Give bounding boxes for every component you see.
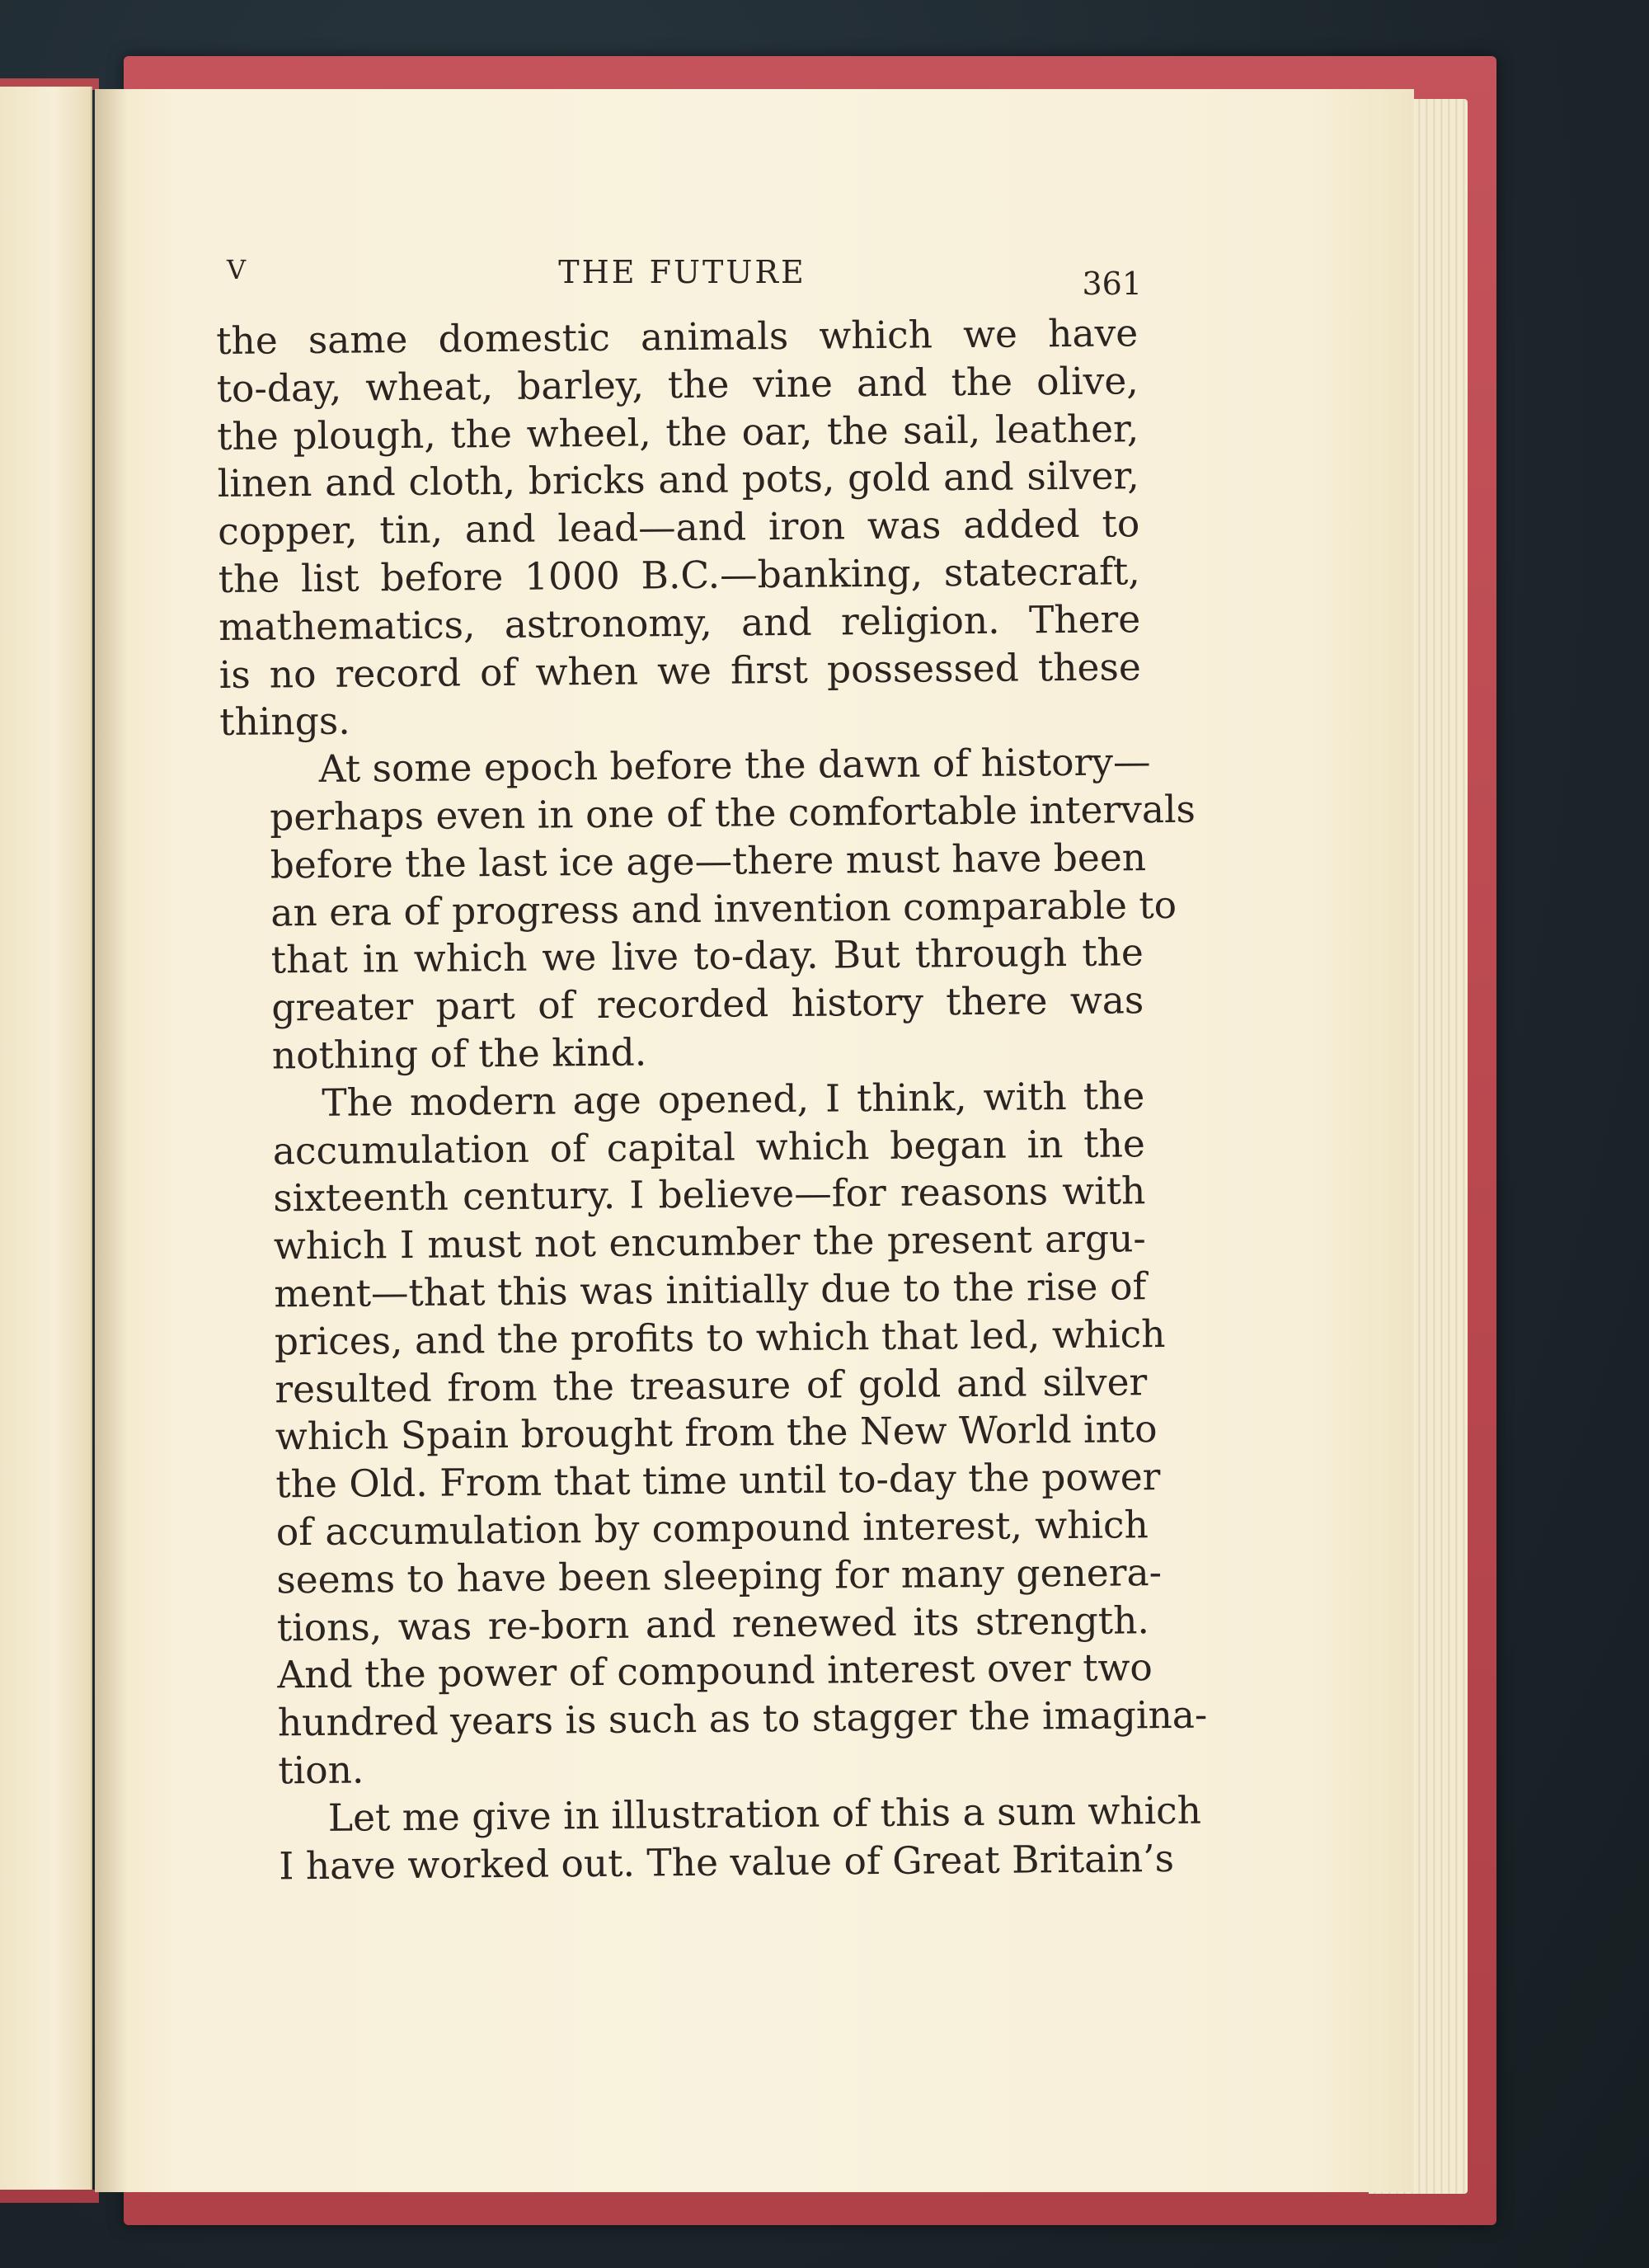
text-line: I have worked out. The value of Great Britain’s [279,1836,1175,1888]
text-line: before the last ice age—there must have been [270,835,1147,887]
page-number: 361 [1082,266,1142,302]
text-line: accumulation of capital which began in the [272,1121,1146,1173]
text-line: an era of progress and invention comparable to [270,882,1177,935]
text-line: linen and cloth, bricks and pots, gold and silver, [217,454,1139,506]
text-line: tion. [278,1748,364,1793]
facing-page-edge [0,87,92,2198]
paragraph [220,738,1196,1080]
text-line: greater part of recorded history there was [271,978,1144,1030]
body-text [216,309,1208,1890]
text-line: hundred years is such as to stagger the imagina- [277,1692,1208,1745]
text-line: the list before 1000 B.C.—banking, statecraft, [218,549,1140,601]
running-title: THE FUTURE [558,254,806,290]
running-header [223,247,1142,302]
text-line: Let me give in illustration of this a sum which [327,1788,1202,1840]
text-line: is no record of when we first possessed these [218,644,1141,697]
paragraph [216,309,1141,746]
gutter-shadow [95,89,128,2192]
text-line: of accumulation by compound interest, which [275,1503,1149,1555]
text-line: The modern age opened, I think, with the [322,1073,1145,1125]
text-line: the plough, the wheel, the oar, the sail, leather, [217,406,1139,459]
text-line: the Old. From that time until to-day the power [275,1455,1161,1507]
text-line: perhaps even in one of the comfortable intervals [270,787,1196,840]
text-line: tions, was re-born and renewed its strength. [276,1597,1150,1649]
text-line: things. [219,699,350,745]
text-line: which Spain brought from the New World into [275,1407,1158,1459]
section-mark: V [227,254,247,285]
text-line: ment—that this was initially due to the rise of [274,1264,1147,1316]
text-line: And the power of compound interest over two [277,1645,1153,1697]
left-cover-edge-bottom [0,2190,99,2203]
text-line: copper, tin, and lead—and iron was added to [218,501,1140,554]
paragraph [223,1072,1208,1795]
text-line: seems to have been sleeping for many genera- [276,1550,1163,1602]
text-line: sixteenth century. I believe—for reasons with [273,1169,1146,1221]
text-line: that in which we live to-day. But through the [270,930,1144,982]
text-line: At some epoch before the dawn of history— [318,740,1151,792]
text-line: mathematics, astronomy, and religion. There [218,597,1141,649]
text-line: to-day, wheat, barley, the vine and the olive, [216,359,1139,411]
text-line: prices, and the profits to which that led, which [274,1311,1166,1364]
text-line: resulted from the treasure of gold and silver [275,1359,1148,1411]
text-line: the same domestic animals which we have [216,311,1139,363]
text-line: nothing of the kind. [271,1030,647,1078]
paragraph [229,1787,1202,1890]
text-line: which I must not encumber the present argu- [273,1216,1147,1268]
